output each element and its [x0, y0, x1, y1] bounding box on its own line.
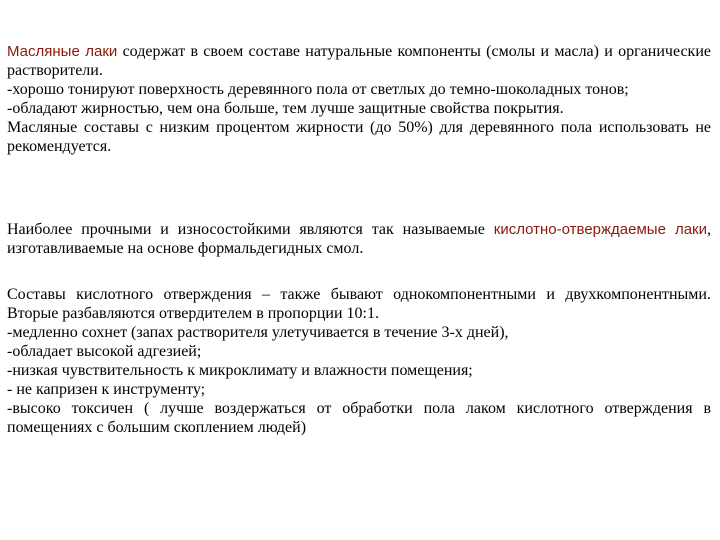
oil-varnish-section [7, 42, 711, 156]
oil-varnish-item-toning: -хорошо тонируют поверхность деревянного пола от светлых до темно-шоколадных тонов; [7, 81, 629, 98]
oil-varnish-note: Масляные составы с низким процентом жирности (до 50%) для деревянного пола использовать не рекомендуется. [7, 119, 711, 155]
oil-varnish-intro-text: содержат в своем составе натуральные компоненты (смолы и масла) и органические растворители. [7, 43, 711, 79]
oil-varnish-item-fat: -обладают жирностью, чем она больше, тем лучше защитные свойства покрытия. [7, 100, 564, 117]
list-item: -низкая чувствительность к микроклимату и влажности помещения; [7, 362, 473, 379]
list-item: -обладает высокой адгезией; [7, 343, 202, 360]
oil-varnish-intro [7, 42, 711, 80]
acid-cured-term: кислотно-отверждаемые лаки [493, 221, 707, 238]
acid-cured-paragraph [7, 220, 711, 258]
acid-cured-section [7, 220, 711, 258]
list-item: - не капризен к инструменту; [7, 381, 206, 398]
list-item: -высоко токсичен ( лучше воздержаться от обработки пола лаком кислотного отверждения в помещениях с большим скоплением людей) [7, 400, 711, 436]
acid-cured-rest: , изготавливаемые на основе формальдегидных смол. [7, 221, 711, 257]
compositions-intro: Составы кислотного отверждения – также бывают однокомпонентными и двухкомпонентными. Вторые разбавляются отвердителем в пропорции 10:1. [7, 286, 711, 322]
acid-curing-compositions-section [7, 285, 711, 437]
list-item: -медленно сохнет (запах растворителя улетучивается в течение 3-х дней), [7, 324, 509, 341]
acid-cured-lead: Наиболее прочными и износостойкими являются так называемые [7, 221, 494, 238]
oil-varnish-term: Масляные лаки [7, 43, 118, 60]
